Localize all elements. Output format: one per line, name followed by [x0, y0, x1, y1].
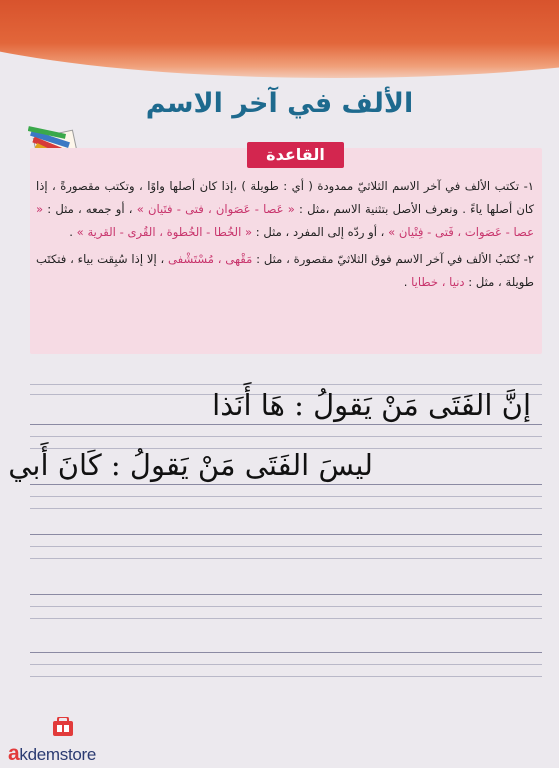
- guide-line: [30, 384, 542, 385]
- rule-p2-text-3: .: [403, 275, 412, 289]
- brand-rest: kdemstore: [19, 745, 97, 764]
- rule-p2-text-2: ، إلا إذا سُبِقت بياء ، فتكتَب طويلة ، مثل :: [36, 252, 534, 289]
- guide-line: [30, 652, 542, 653]
- guide-line: [30, 606, 542, 607]
- handwriting-line-2: ليسَ الفَتَى مَنْ يَقولُ : كَانَ أَبي: [8, 448, 373, 482]
- rule-p1-text-3: ، أو ردّه إلى المفرد ، مثل :: [252, 225, 389, 239]
- guide-line: [30, 664, 542, 665]
- guide-line: [30, 508, 542, 509]
- guide-line: [30, 594, 542, 595]
- handwriting-lines: [30, 384, 542, 684]
- rule-p2-text-1: ٢- تُكتَبُ الألف في آخر الاسم فوق الثلاثيّ مقصورة ، مثل :: [252, 252, 534, 266]
- guide-line: [30, 424, 542, 425]
- rule-p1-text-2: ، أو جمعه ، مثل :: [43, 202, 137, 216]
- rule-p1-text-1: ١- تكتب الألف في آخر الاسم الثلاثيّ ممدودة ( أي : طويلة ) ،إذا كان أصلها واوًا ، وتكتب مقصورةً ، إذا كان أصلها ياءً . ونعرف الأصل بتثنية الاسم ،مثل :: [36, 179, 534, 216]
- page-title: الألف في آخر الاسم: [145, 88, 414, 119]
- rule-paragraph-1: [36, 175, 534, 244]
- brand-first-letter: a: [8, 742, 20, 765]
- rule-p1-text-4: .: [69, 225, 77, 239]
- guide-line: [30, 618, 542, 619]
- rule-p1-example-3: « الخُطا - الخُطوة ، القُرى - القرية »: [76, 225, 253, 239]
- handwriting-line-1: إنَّ الفَتَى مَنْ يَقولُ : هَا أَنَذا: [212, 388, 531, 422]
- guide-line: [30, 484, 542, 485]
- guide-line: [30, 558, 542, 559]
- guide-line: [30, 496, 542, 497]
- guide-line: [30, 676, 542, 677]
- rule-paragraph-2: [36, 248, 534, 294]
- rule-p1-example-2: « عصا - عَصَوات ، فَتى - فِتْيان »: [36, 202, 534, 239]
- rule-p2-example-2: دنيا ، خطايا: [411, 275, 465, 289]
- header-band: [0, 0, 559, 78]
- rule-p2-example-1: مَقْهى ، مُسْتَشْفى: [168, 252, 253, 266]
- brand-watermark: [8, 742, 96, 766]
- rule-text: [36, 175, 534, 294]
- guide-line: [30, 534, 542, 535]
- guide-line: [30, 436, 542, 437]
- guide-line: [30, 546, 542, 547]
- rule-p1-example-1: « عَصا - عَصَوان ، فتى - فتَيان »: [136, 202, 295, 216]
- store-logo-icon: [52, 717, 74, 737]
- rule-badge: القاعدة: [247, 142, 344, 168]
